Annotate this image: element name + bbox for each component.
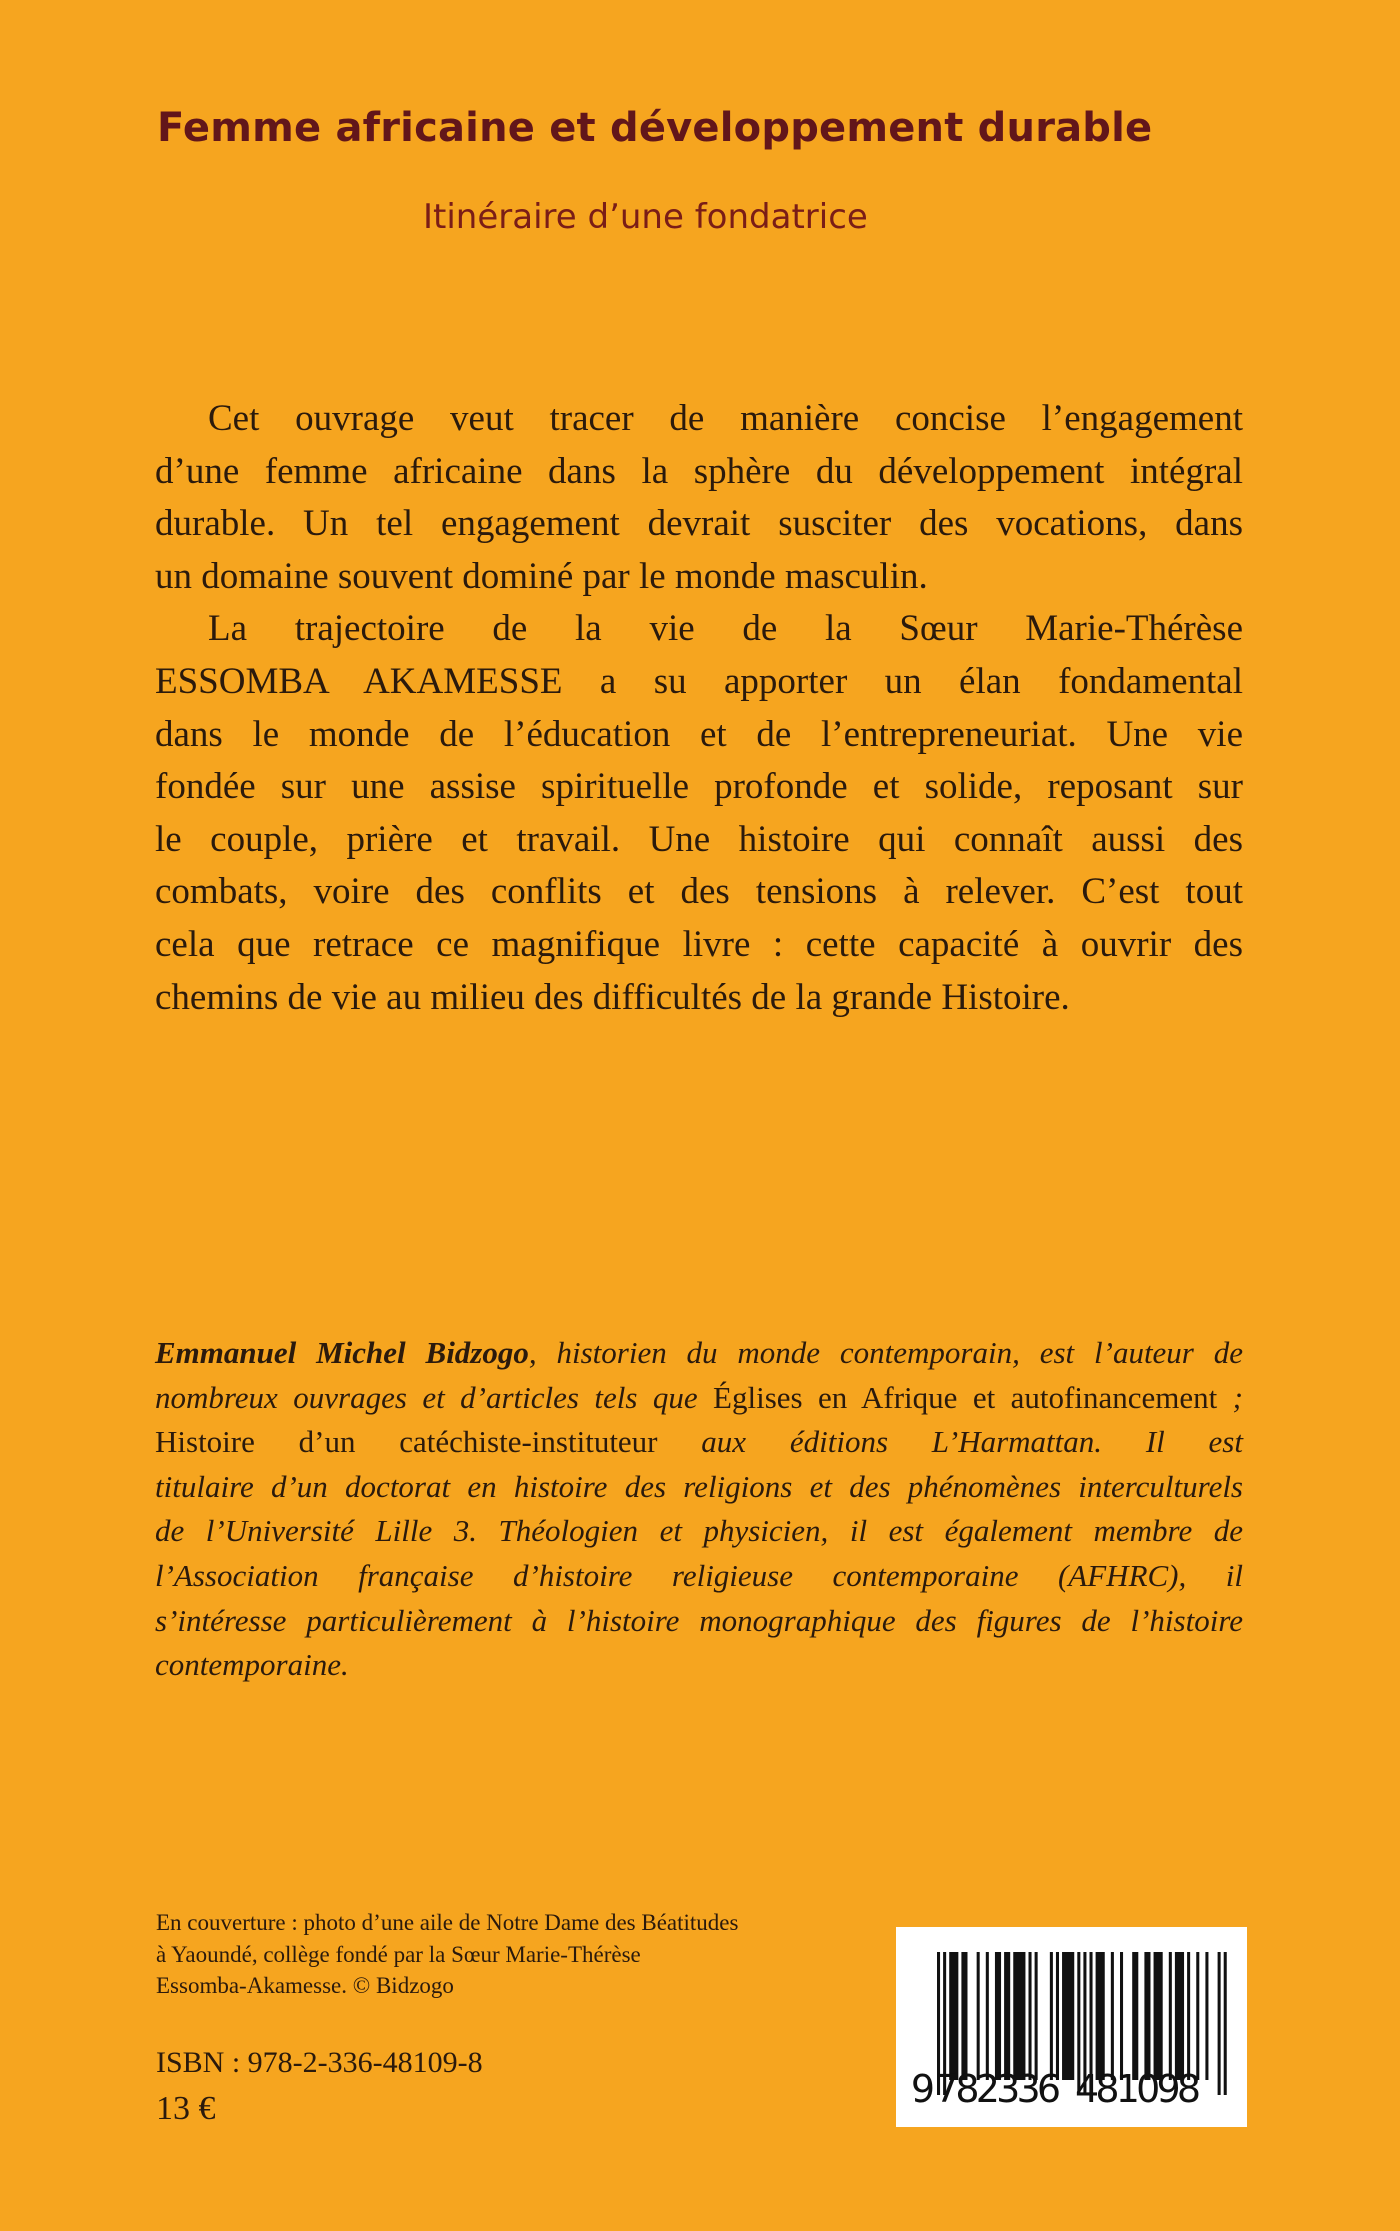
bio-line: l’Association française d’histoire religieuse contemporaine (AFHRC), il [155, 1557, 1243, 1593]
summary-line: ESSOMBA AKAMESSE a su apporter un élan fondamental [155, 660, 1243, 702]
barcode-bar [1187, 1952, 1190, 2080]
barcode-bar [1154, 1952, 1163, 2080]
bio-line: de l’Université Lille 3. Théologien et physicien, il est également membre de [155, 1513, 1243, 1549]
barcode-bar [1111, 1952, 1114, 2080]
barcode-bar [986, 1952, 989, 2080]
barcode-bar [1035, 1952, 1038, 2080]
credit-line: En couverture : photo d’une aile de Notre Dame des Béatitudes [156, 1910, 739, 1935]
credit-line: Essomba-Akamesse. © Bidzogo [156, 1973, 454, 1998]
barcode-bar [1096, 1952, 1105, 2080]
bio-line: contemporaine. [155, 1647, 349, 1683]
barcode-bar [1050, 1952, 1053, 2080]
barcode-bar [1056, 1952, 1059, 2080]
barcode-bar [1196, 1952, 1199, 2080]
barcode-bar [1120, 1952, 1123, 2080]
author-name: Emmanuel Michel Bidzogo [155, 1335, 529, 1370]
summary-line: dans le monde de l’éducation et de l’entrepreneuriat. Une vie [155, 713, 1243, 755]
barcode-bar [995, 1952, 1001, 2080]
summary-line: le couple, prière et travail. Une histoire qui connaît aussi des [155, 818, 1243, 860]
barcode-bar [1224, 1952, 1227, 2095]
author-bio [155, 1331, 1243, 1688]
summary-line: un domaine souvent dominé par le monde masculin. [155, 555, 928, 597]
price: 13 € [156, 2090, 216, 2127]
barcode-bar [1029, 1952, 1032, 2080]
summary-line: d’une femme africaine dans la sphère du développement intégral [155, 450, 1243, 492]
barcode-bar [977, 1952, 980, 2080]
summary-text [155, 393, 1243, 1024]
bio-line [155, 1331, 1243, 1376]
barcode-bar [1218, 1952, 1221, 2095]
summary-line: La trajectoire de la vie de la Sœur Marie-Thérèse [208, 608, 1243, 650]
credit-line: à Yaoundé, collège fondé par la Sœur Marie-Thérèse [156, 1941, 641, 1967]
barcode-bar [1062, 1952, 1074, 2080]
barcode-bar [949, 1952, 958, 2080]
barcode-bar [1205, 1952, 1208, 2080]
barcode [896, 1927, 1247, 2127]
bio-text: , historien du monde contemporain, est l’auteur de [528, 1335, 1243, 1370]
barcode-digit-first: 9 [910, 2067, 936, 2111]
bio-line [155, 1376, 1243, 1421]
barcode-bar [1004, 1952, 1010, 2080]
barcode-bar [1169, 1952, 1172, 2080]
book-reference: Histoire d’un catéchiste-instituteur [155, 1424, 658, 1460]
barcode-bar [1090, 1952, 1093, 2080]
summary-line: combats, voire des conflits et des tensions à relever. C’est tout [155, 871, 1243, 913]
summary-line: fondée sur une assise spirituelle profonde et solide, reposant sur [155, 766, 1243, 808]
bio-text: nombreux ouvrages et d’articles tels que [155, 1379, 714, 1415]
book-reference: Églises en Afrique et autofinancement [713, 1379, 1218, 1415]
summary-line: durable. Un tel engagement devrait susciter des vocations, dans [155, 503, 1243, 545]
barcode-bar [1144, 1952, 1150, 2080]
book-subtitle: Itinéraire d’une fondatrice [423, 197, 868, 237]
bio-text: ; [1217, 1379, 1243, 1415]
bio-line: titulaire d’un doctorat en histoire des religions et des phénomènes interculturels [155, 1468, 1243, 1504]
isbn: ISBN : 978-2-336-48109-8 [156, 2046, 483, 2079]
barcode-digits-left: 782336 [935, 2067, 1061, 2111]
barcode-bar [1013, 1952, 1025, 2080]
barcode-bar [1132, 1952, 1138, 2080]
barcode-bar [961, 1952, 967, 2080]
summary-line: cela que retrace ce magnifique livre : cette capacité à ouvrir des [155, 923, 1243, 965]
barcode-digits-right: 481098 [1075, 2067, 1201, 2111]
bio-line [155, 1420, 1243, 1465]
bio-text: aux éditions L’Harmattan. Il est [657, 1424, 1243, 1460]
barcode-bars [896, 1927, 1247, 2127]
summary-line: Cet ouvrage veut tracer de manière concise l’engagement [208, 398, 1243, 439]
barcode-bar [1175, 1952, 1184, 2080]
cover-credit [156, 1907, 856, 2002]
book-title: Femme africaine et développement durable [157, 105, 1153, 151]
summary-line: chemins de vie au milieu des difficultés de la grande Histoire. [155, 976, 1070, 1018]
bio-line: s’intéresse particulièrement à l’histoire monographique des figures de l’histoire [155, 1602, 1243, 1638]
